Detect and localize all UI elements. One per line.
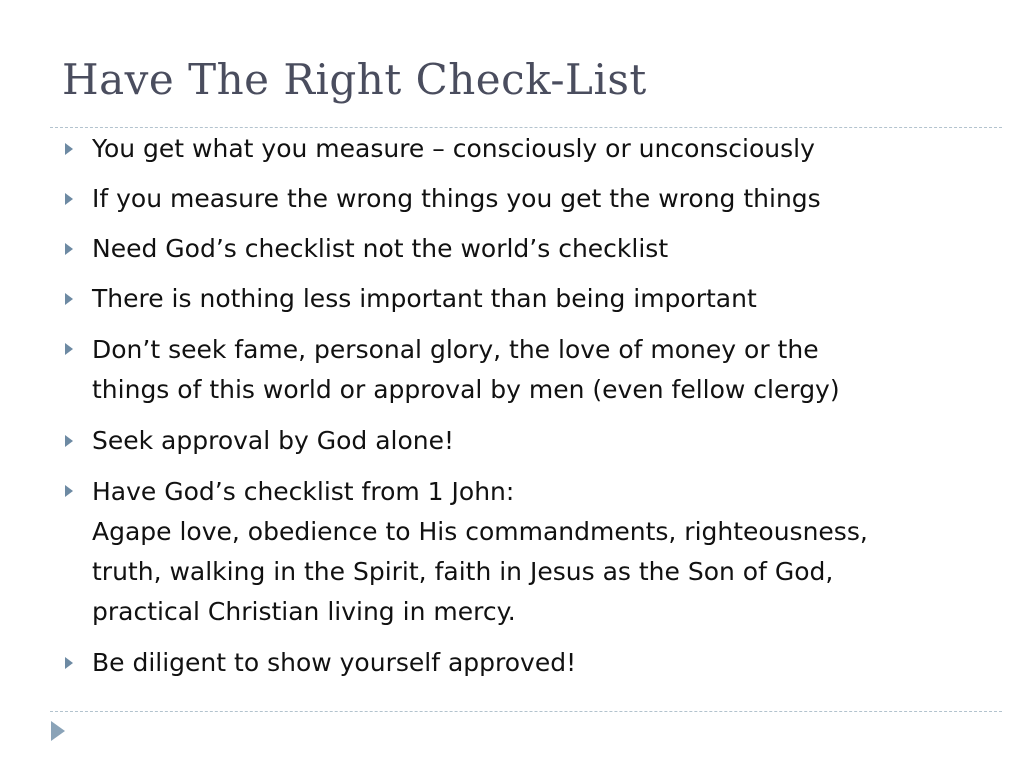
bullet-item: [64, 472, 964, 632]
triangle-right-icon: [64, 293, 74, 305]
triangle-right-icon: [64, 193, 74, 205]
triangle-right-icon: [64, 657, 74, 669]
bullet-item: [64, 280, 964, 318]
bullet-item: [64, 330, 964, 410]
bullet-item: [64, 230, 964, 268]
bullet-text: If you measure the wrong things you get the wrong things: [92, 184, 821, 213]
bullet-text: Seek approval by God alone!: [92, 426, 455, 455]
bullet-text: Be diligent to show yourself approved!: [92, 648, 577, 677]
bullet-text: You get what you measure – consciously or unconsciously: [92, 134, 815, 163]
bullet-list: [64, 130, 964, 694]
slide-title: Have The Right Check-List: [62, 55, 647, 104]
bullet-text: There is nothing less important than being important: [92, 284, 757, 313]
bullet-text: Have God’s checklist from 1 John: Agape love, obedience to His commandments, righteousness, truth, walking in the Spirit, faith in Jesus as the Son of God, practical Christian living in mercy.: [92, 477, 868, 626]
bullet-item: [64, 422, 964, 460]
triangle-right-icon: [64, 435, 74, 447]
title-divider: [50, 127, 1002, 128]
bullet-item: [64, 130, 964, 168]
footer-divider: [50, 711, 1002, 712]
bullet-item: [64, 180, 964, 218]
triangle-right-icon: [64, 243, 74, 255]
bullet-item: [64, 644, 964, 682]
triangle-right-icon: [64, 485, 74, 497]
triangle-right-icon: [64, 343, 74, 355]
triangle-right-icon: [64, 143, 74, 155]
bullet-text: Need God’s checklist not the world’s checklist: [92, 234, 669, 263]
bullet-text: Don’t seek fame, personal glory, the love of money or the things of this world or approval by men (even fellow clergy): [92, 335, 840, 404]
triangle-right-icon: [50, 721, 66, 741]
